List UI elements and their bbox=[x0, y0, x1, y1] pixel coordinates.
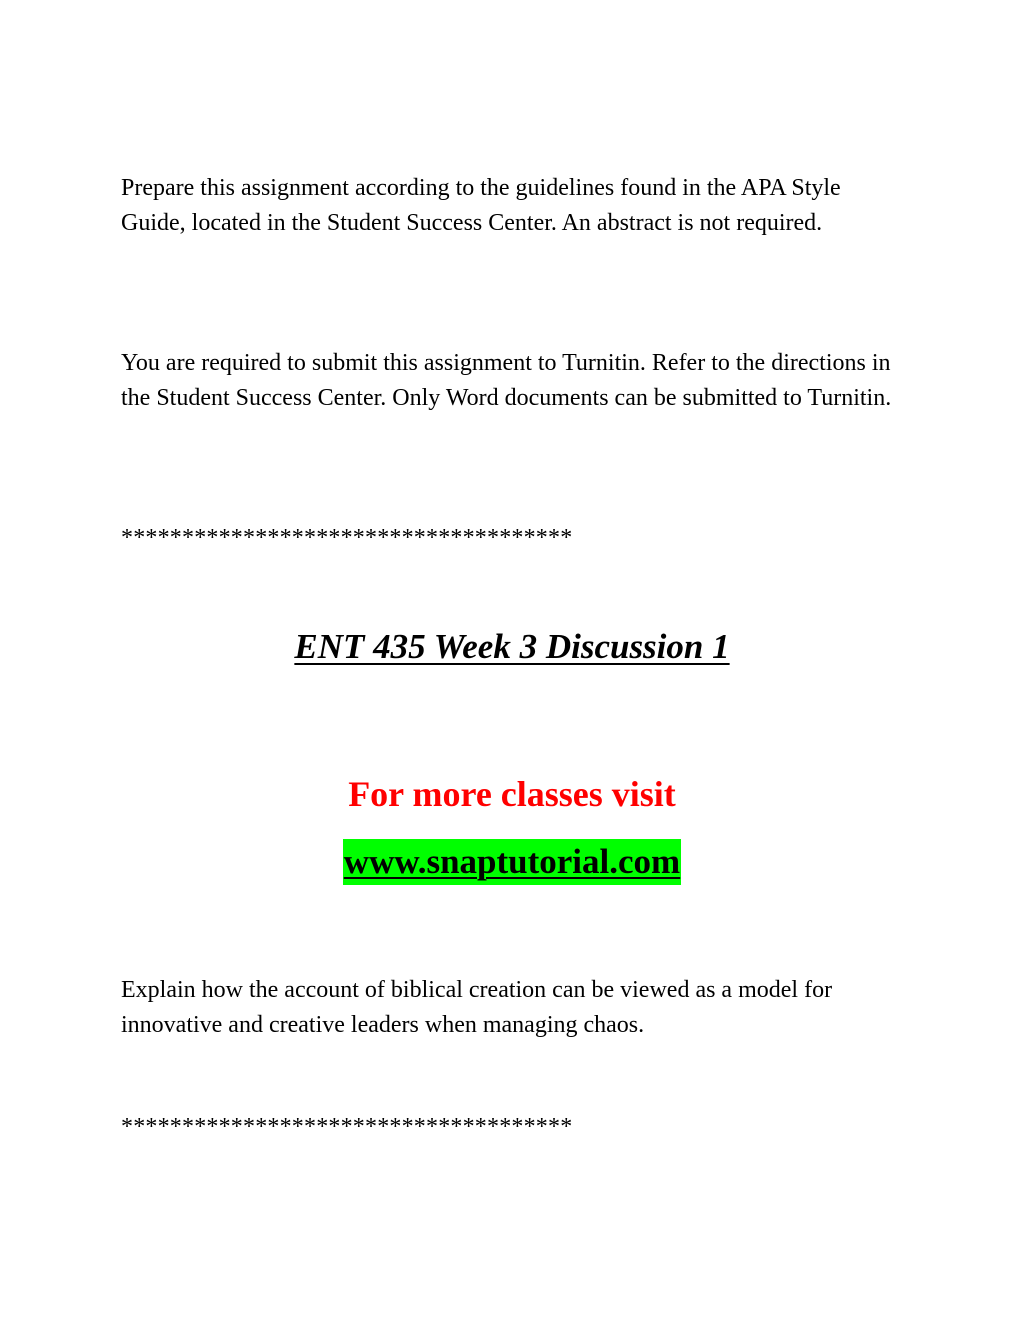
turnitin-paragraph: You are required to submit this assignment to Turnitin. Refer to the directions in the Student Success Center. Only Word documents can be submitted to Turnitin. bbox=[121, 350, 892, 411]
promo-link-wrapper bbox=[0, 839, 1024, 885]
discussion-heading: ENT 435 Week 3 Discussion 1 bbox=[294, 627, 730, 666]
promo-text: For more classes visit bbox=[348, 774, 676, 814]
separator-top: ************************************* bbox=[121, 525, 573, 551]
separator-bottom: ************************************* bbox=[121, 1114, 573, 1140]
apa-guidelines-paragraph: Prepare this assignment according to the guidelines found in the APA Style Guide, located in the Student Success Center. An abstract is not required. bbox=[121, 175, 841, 236]
snaptutorial-link[interactable]: www.snaptutorial.com bbox=[343, 839, 681, 885]
discussion-question-paragraph: Explain how the account of biblical creation can be viewed as a model for innovative and creative leaders when managing chaos. bbox=[121, 977, 833, 1038]
